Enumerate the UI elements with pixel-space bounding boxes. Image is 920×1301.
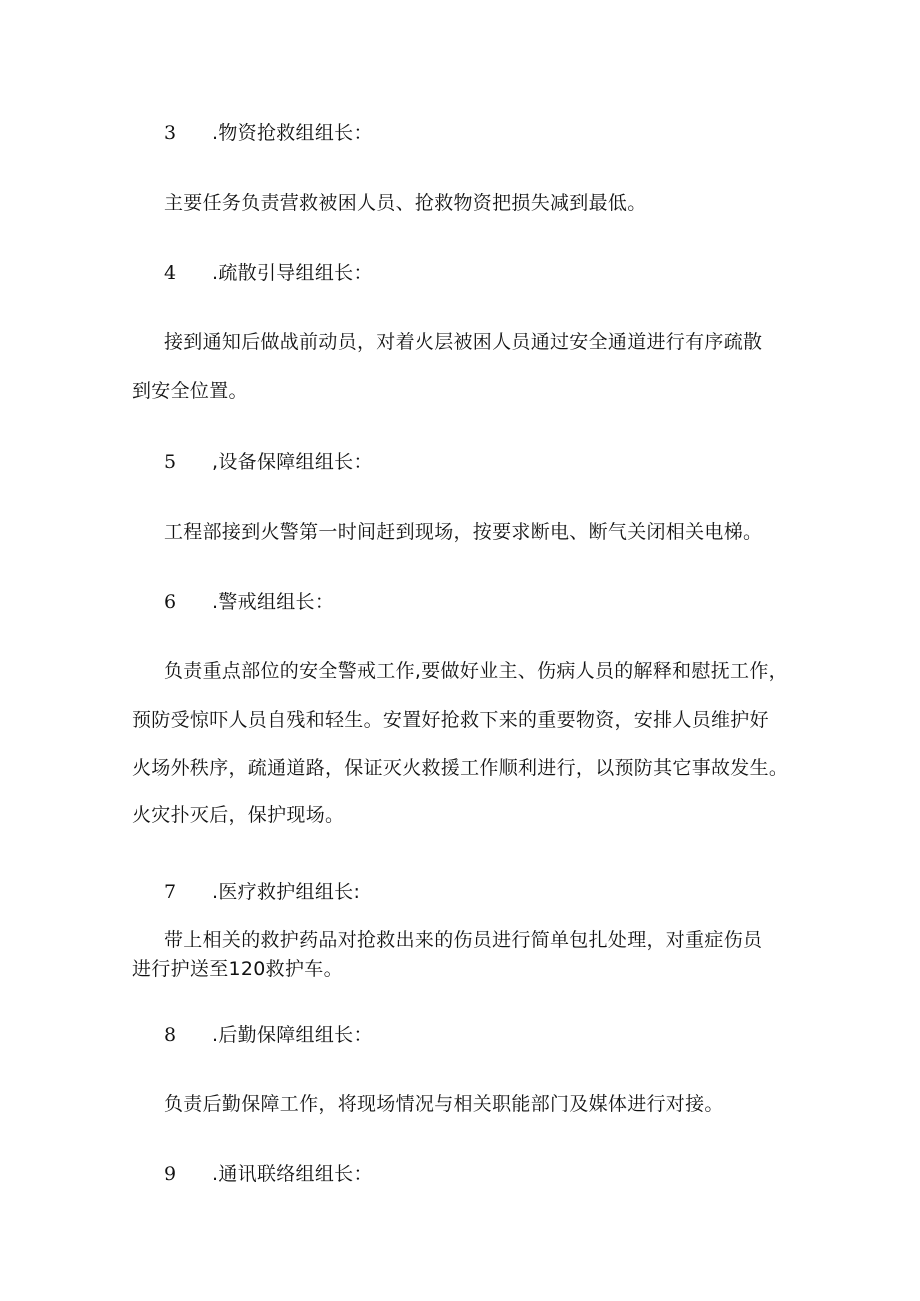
section-number: 4 bbox=[164, 262, 177, 284]
section-title: .警戒组组长： bbox=[212, 591, 335, 613]
section-heading-5 bbox=[164, 450, 844, 474]
section-title: .医疗救护组组长: bbox=[212, 881, 361, 903]
section-title: .后勤保障组组长： bbox=[212, 1024, 373, 1046]
section-number: 7 bbox=[164, 881, 177, 903]
section-heading-8 bbox=[164, 1023, 844, 1047]
paragraph-line: 带上相关的救护药品对抢救出来的伤员进行简单包扎处理，对重症伤员 bbox=[164, 929, 763, 951]
section-heading-4 bbox=[164, 261, 844, 285]
section-title: ,设备保障组组长： bbox=[212, 451, 373, 473]
paragraph-line: 工程部接到火警第一时间赶到现场，按要求断电、断气关闭相关电梯。 bbox=[164, 521, 763, 543]
paragraph-line: 预防受惊吓人员自残和轻生。安置好抢救下来的重要物资，安排人员维护好 bbox=[132, 709, 769, 731]
section-heading-3 bbox=[164, 121, 844, 145]
paragraph-line: 火场外秩序，疏通道路，保证灭火救援工作顺利进行，以预防其它事故发生。 bbox=[132, 757, 789, 779]
section-number: 6 bbox=[164, 591, 177, 613]
section-heading-7 bbox=[164, 880, 844, 904]
paragraph-line: 主要任务负责营救被困人员、抢救物资把损失减到最低。 bbox=[164, 192, 647, 214]
paragraph-line: 进行护送至120救护车。 bbox=[132, 958, 343, 980]
paragraph-line: 到安全位置。 bbox=[132, 380, 248, 402]
section-number: 8 bbox=[164, 1024, 177, 1046]
paragraph-line: 负责重点部位的安全警戒工作,要做好业主、伤病人员的解释和慰抚工作， bbox=[164, 660, 788, 682]
section-number: 5 bbox=[164, 451, 177, 473]
section-title: .物资抢救组组长： bbox=[212, 122, 373, 144]
paragraph-line: 负责后勤保障工作，将现场情况与相关职能部门及媒体进行对接。 bbox=[164, 1093, 724, 1115]
section-number: 3 bbox=[164, 122, 177, 144]
section-number: 9 bbox=[164, 1163, 177, 1185]
section-heading-6 bbox=[164, 590, 844, 614]
paragraph-line: 接到通知后做战前动员，对着火层被困人员通过安全通道进行有序疏散 bbox=[164, 331, 763, 353]
paragraph-line: 火灾扑灭后，保护现场。 bbox=[132, 804, 345, 826]
section-heading-9 bbox=[164, 1162, 844, 1186]
section-title: .通讯联络组组长： bbox=[212, 1163, 373, 1185]
section-title: .疏散引导组组长： bbox=[212, 262, 373, 284]
